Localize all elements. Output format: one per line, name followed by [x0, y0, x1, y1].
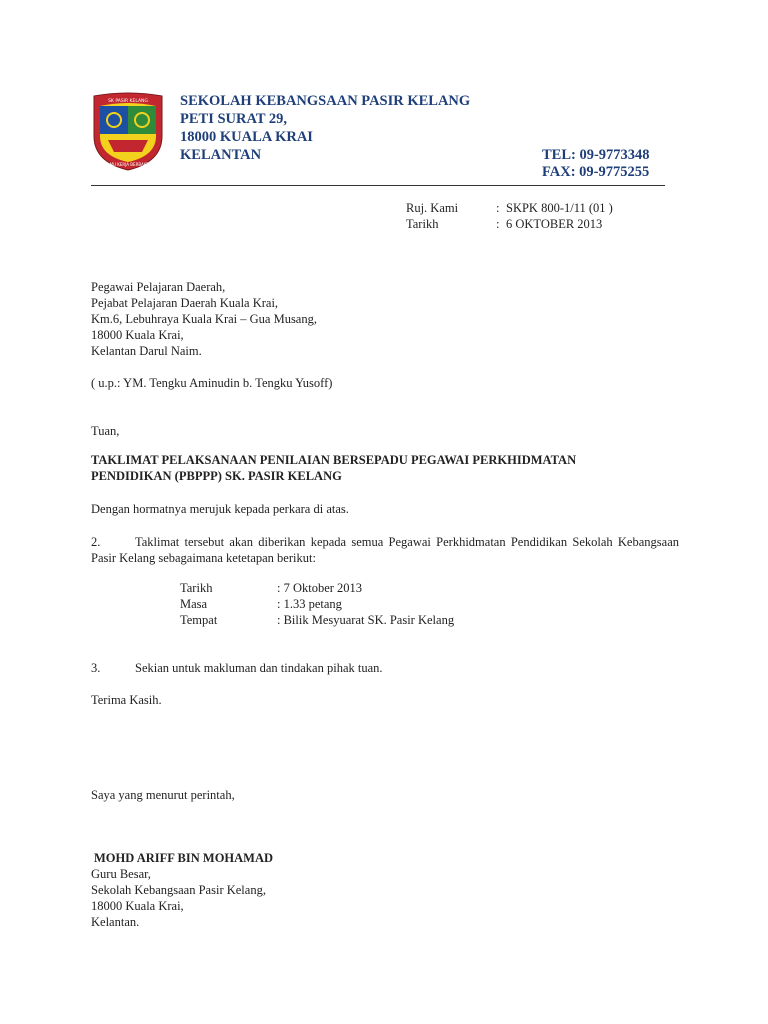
recipient-line: Km.6, Lebuhraya Kuala Krai – Gua Musang,: [91, 312, 317, 326]
school-name: SEKOLAH KEBANGSAAN PASIR KELANG: [180, 93, 471, 109]
detail-label: Tarikh: [180, 581, 213, 595]
subject-line-2: PENDIDIKAN (PBPPP) SK. PASIR KELANG: [91, 469, 342, 483]
detail-label: Masa: [180, 597, 208, 611]
recipient-line: Kelantan Darul Naim.: [91, 344, 202, 358]
svg-text:SK PASIR KELANG: SK PASIR KELANG: [108, 99, 148, 104]
date-separator: :: [496, 217, 500, 231]
signatory-name: MOHD ARIFF BIN MOHAMAD: [94, 851, 274, 865]
closing: Terima Kasih.: [91, 693, 162, 707]
detail-label: Tempat: [180, 613, 218, 627]
telephone: TEL: 09-9773348: [542, 147, 650, 163]
opening-paragraph: Dengan hormatnya merujuk kepada perkara di atas.: [91, 502, 349, 516]
signatory-line: Sekolah Kebangsaan Pasir Kelang,: [91, 883, 266, 897]
signature-intro: Saya yang menurut perintah,: [91, 788, 235, 802]
detail-value: : 1.33 petang: [277, 597, 342, 611]
detail-value: : 7 Oktober 2013: [277, 581, 363, 595]
school-crest-icon: [90, 92, 166, 172]
date-label: Tarikh: [406, 217, 439, 231]
salutation: Tuan,: [91, 424, 120, 438]
paragraph-2-number: 2.: [91, 535, 101, 549]
fax: FAX: 09-9775255: [542, 164, 650, 180]
signatory-line: 18000 Kuala Krai,: [91, 899, 184, 913]
paragraph-2-text: Taklimat tersebut akan diberikan kepada semua Pegawai Perkhidmatan Pendidikan Sekolah Kebangsaan Pasir Kelang sebagaimana ketetapan berikut:: [91, 535, 679, 565]
signatory-line: Guru Besar,: [91, 867, 151, 881]
signatory-line: Kelantan.: [91, 915, 140, 929]
recipient-line: 18000 Kuala Krai,: [91, 328, 184, 342]
svg-text:ILMU KERJA BERBAKTI: ILMU KERJA BERBAKTI: [106, 162, 150, 167]
address-line-3: KELANTAN: [180, 147, 262, 163]
address-line-1: PETI SURAT 29,: [180, 111, 288, 127]
detail-value: : Bilik Mesyuarat SK. Pasir Kelang: [277, 613, 455, 627]
paragraph-3-text: Sekian untuk makluman dan tindakan pihak tuan.: [135, 661, 383, 675]
header-divider: [91, 185, 665, 186]
recipient-line: Pejabat Pelajaran Daerah Kuala Krai,: [91, 296, 279, 310]
ref-value: SKPK 800-1/11 (01 ): [506, 201, 613, 215]
ref-separator: :: [496, 201, 500, 215]
address-line-2: 18000 KUALA KRAI: [180, 129, 313, 145]
ref-label: Ruj. Kami: [406, 201, 459, 215]
school-logo: [90, 92, 166, 172]
subject-line-1: TAKLIMAT PELAKSANAAN PENILAIAN BERSEPADU PEGAWAI PERKHIDMATAN: [91, 453, 577, 467]
attention-line: ( u.p.: YM. Tengku Aminudin b. Tengku Yusoff): [91, 376, 333, 390]
paragraph-3-number: 3.: [91, 661, 101, 675]
date-value: 6 OKTOBER 2013: [506, 217, 603, 231]
recipient-line: Pegawai Pelajaran Daerah,: [91, 280, 226, 294]
